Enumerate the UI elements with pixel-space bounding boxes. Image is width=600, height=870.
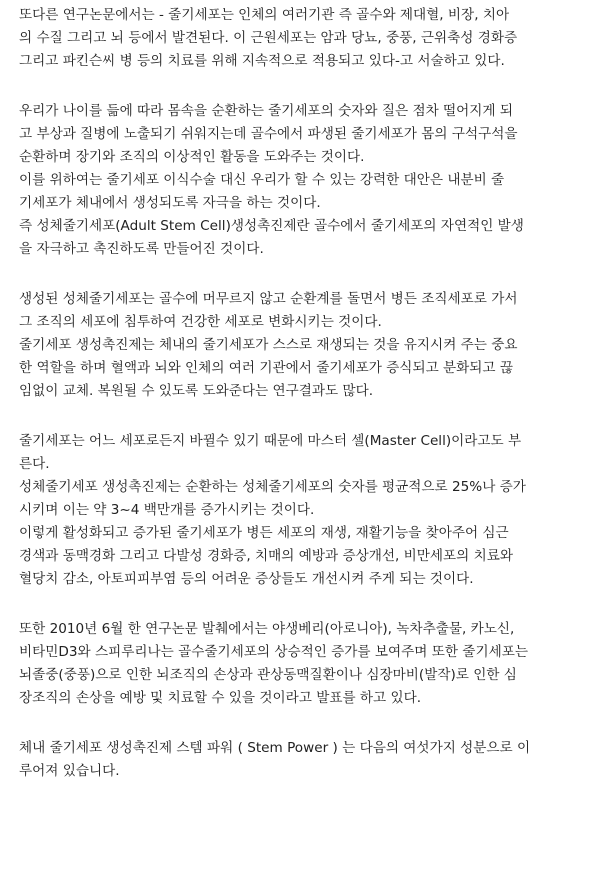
text-line: 이를 위하여는 줄기세포 이식수술 대신 우리가 할 수 있는 강력한 대안은 내분비 줄 — [19, 172, 505, 188]
text-line: 임없이 교체. 복원될 수 있도록 도와준다는 연구결과도 많다. — [19, 383, 374, 399]
text-line: 른다. — [19, 456, 50, 472]
text-line: 우리가 나이를 듦에 따라 몸속을 순환하는 줄기세포의 숫자와 질은 점차 떨어지게 되 — [19, 103, 514, 119]
text-line: 장조직의 손상을 예방 및 치료할 수 있을 것이라고 발표를 하고 있다. — [19, 690, 422, 706]
text-line: 그리고 파킨슨씨 병 등의 치료를 위해 지속적으로 적용되고 있다-고 서술하고 있다. — [19, 53, 505, 69]
text-line: 한 역할을 하며 혈액과 뇌와 인체의 여러 기관에서 줄기세포가 증식되고 분화되고 끊 — [19, 360, 514, 376]
text-line: 또한 2010년 6월 한 연구논문 발췌에서는 야생베리(아로니아), 녹차추출물, 카노신, — [19, 621, 515, 637]
text-line: 생성된 성체줄기세포는 골수에 머무르지 않고 순환계를 돌면서 병든 조직세포로 가서 — [19, 291, 518, 307]
text-line: 루어져 있습니다. — [19, 763, 120, 779]
paragraph-3 — [19, 288, 583, 403]
text-line: 뇌졸중(중풍)으로 인한 뇌조직의 손상과 관상동맥질환이나 심장마비(발작)로 인한 심 — [19, 667, 517, 683]
text-line: 시키며 이는 약 3~4 백만개를 증가시키는 것이다. — [19, 502, 315, 518]
paragraph-5 — [19, 618, 583, 710]
text-line: 기세포가 체내에서 생성되도록 자극을 하는 것이다. — [19, 195, 321, 211]
text-line: 경색과 동맥경화 그리고 다발성 경화증, 치매의 예방과 증상개선, 비만세포의 치료와 — [19, 548, 514, 564]
text-line: 순환하며 장기와 조직의 이상적인 활동을 도와주는 것이다. — [19, 149, 365, 165]
text-line: 또다른 연구논문에서는 - 줄기세포는 인체의 여러기관 즉 골수와 제대혈, 비장, 치아 — [19, 7, 510, 23]
text-line: 혈당치 감소, 아토피피부염 등의 어려운 증상들도 개선시켜 주게 되는 것이다. — [19, 571, 474, 587]
article-body — [19, 4, 583, 810]
paragraph-2 — [19, 100, 583, 261]
text-line: 줄기세포는 어느 세포로든지 바뀔수 있기 때문에 마스터 셀(Master Cell)이라고도 부 — [19, 433, 522, 449]
text-line: 줄기세포 생성촉진제는 체내의 줄기세포가 스스로 재생되는 것을 유지시켜 주는 중요 — [19, 337, 518, 353]
text-line: 을 자극하고 촉진하도록 만들어진 것이다. — [19, 241, 264, 257]
text-line: 이렇게 활성화되고 증가된 줄기세포가 병든 세포의 재생, 재활기능을 찾아주어 심근 — [19, 525, 509, 541]
text-line: 비타민D3와 스피루리나는 골수줄기세포의 상승적인 증가를 보여주며 또한 줄기세포는 — [19, 644, 528, 660]
paragraph-4 — [19, 430, 583, 591]
text-line: 성체줄기세포 생성촉진제는 순환하는 성체줄기세포의 숫자를 평균적으로 25%나 증가 — [19, 479, 526, 495]
text-line: 체내 줄기세포 생성촉진제 스템 파워 ( Stem Power ) 는 다음의 여섯가지 성분으로 이 — [19, 740, 531, 756]
text-line: 그 조직의 세포에 침투하여 건강한 세포로 변화시키는 것이다. — [19, 314, 382, 330]
text-line: 의 수질 그리고 뇌 등에서 발견된다. 이 근원세포는 암과 당뇨, 중풍, 근위축성 경화증 — [19, 30, 518, 46]
text-line: 즉 성체줄기세포(Adult Stem Cell)생성촉진제란 골수에서 줄기세포의 자연적인 발생 — [19, 218, 524, 234]
text-line: 고 부상과 질병에 노출되기 쉬워지는데 골수에서 파생된 줄기세포가 몸의 구석구석을 — [19, 126, 518, 142]
paragraph-1 — [19, 4, 583, 73]
paragraph-6 — [19, 737, 583, 783]
